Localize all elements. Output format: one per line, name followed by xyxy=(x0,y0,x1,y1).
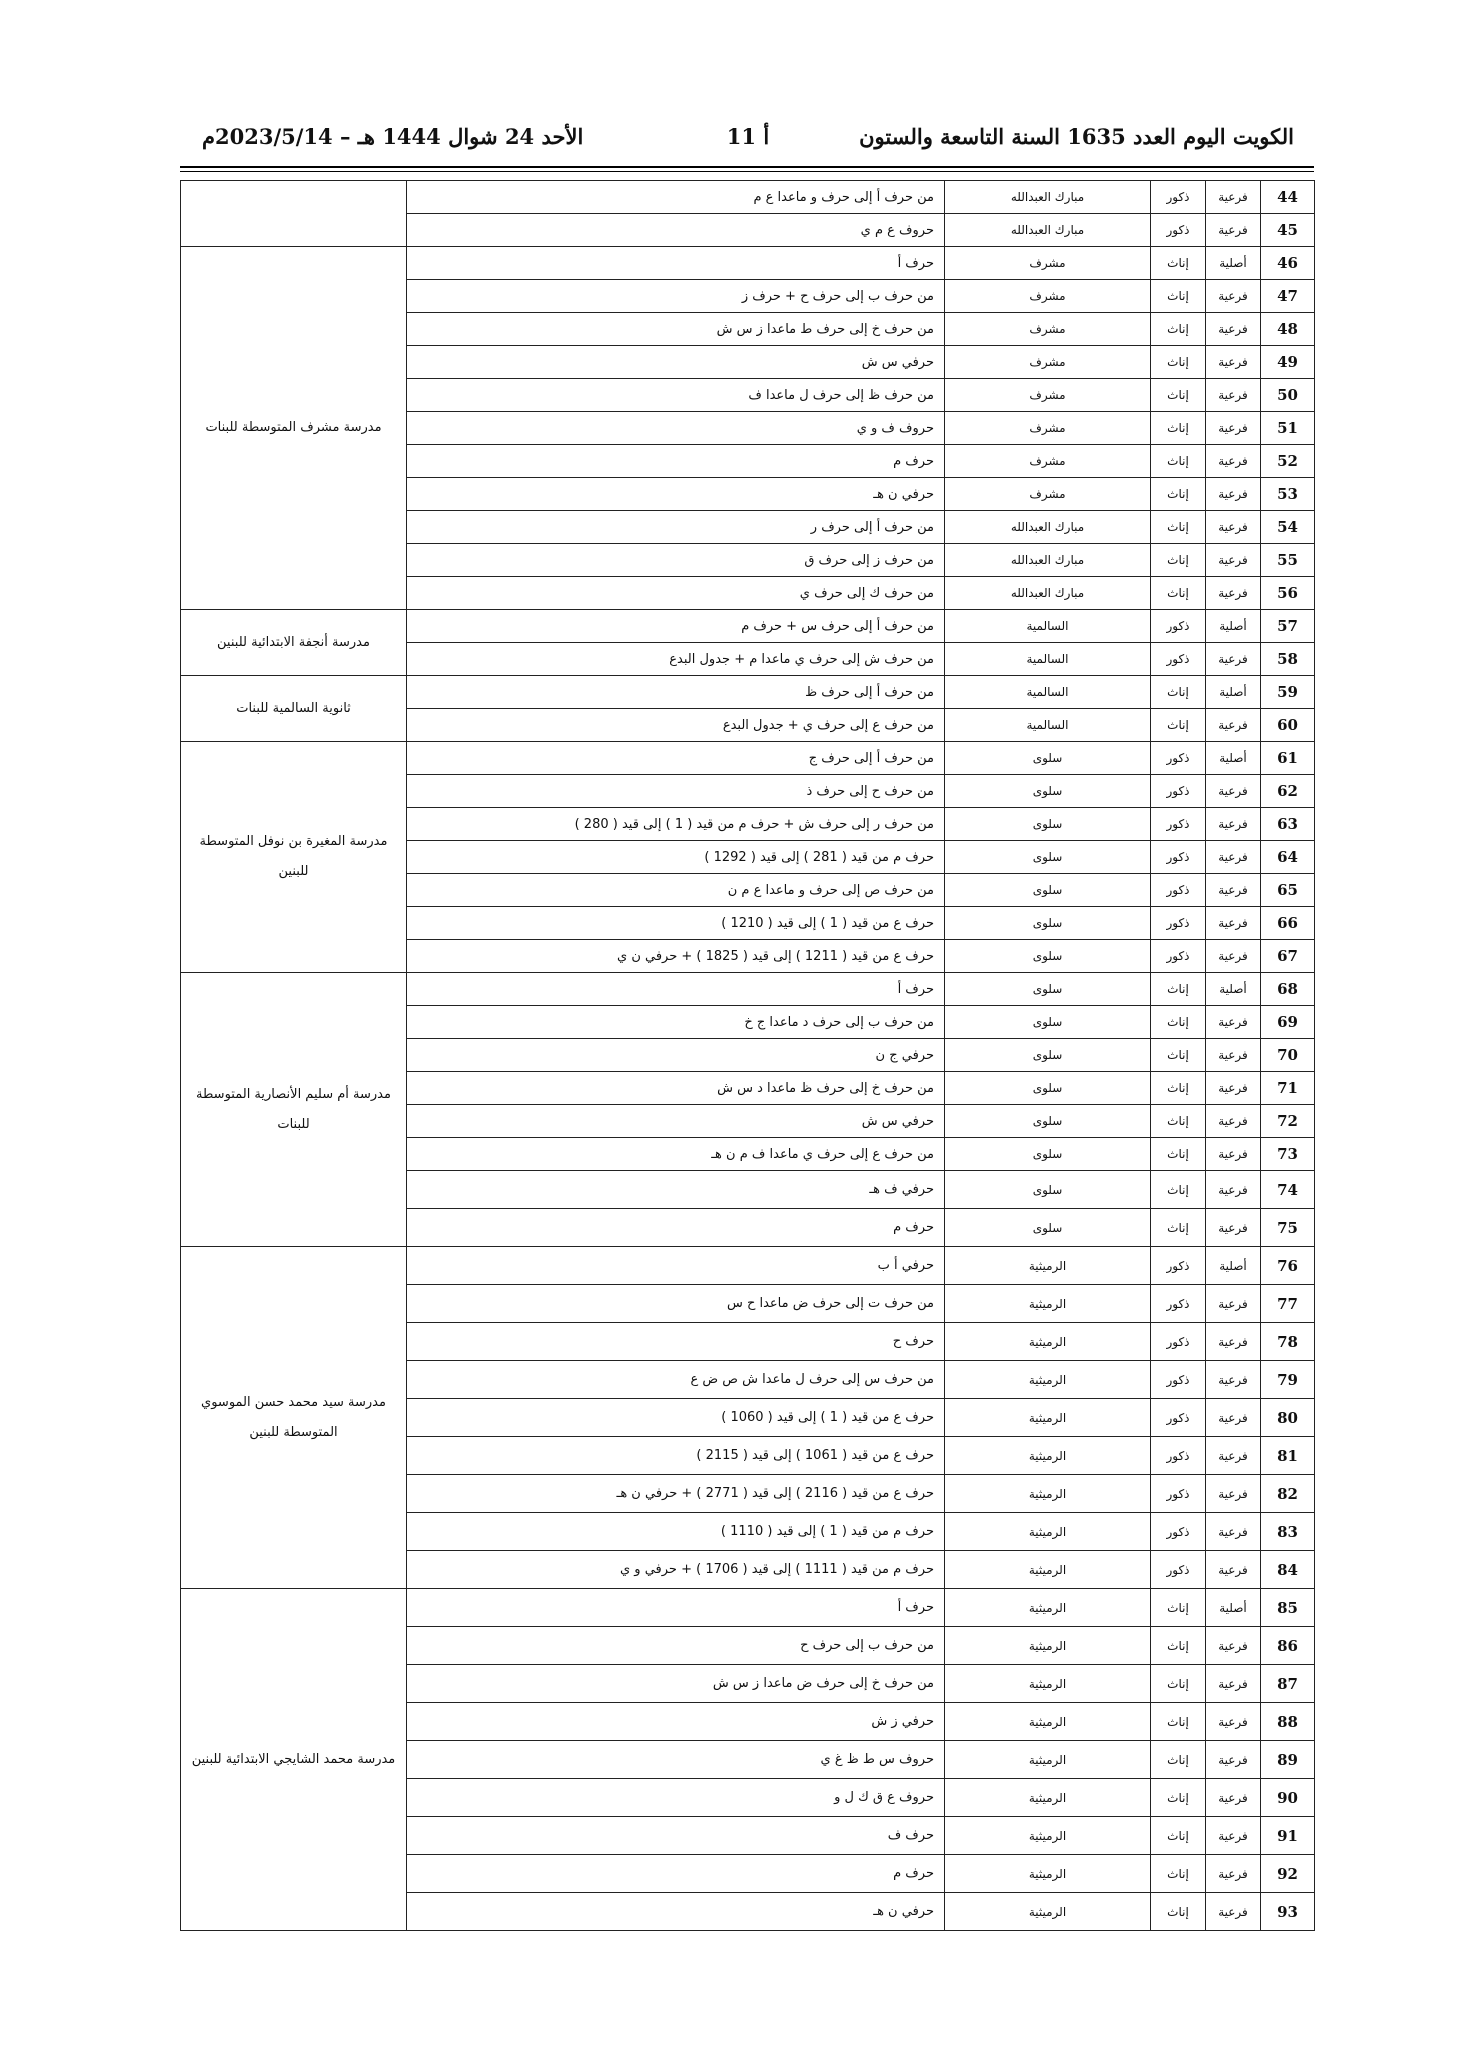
letters-range-cell: حرفي ج ن xyxy=(407,1039,945,1072)
gender-cell: إناث xyxy=(1151,379,1206,412)
letters-range-cell: من حرف ح إلى حرف ذ xyxy=(407,775,945,808)
gender-cell: إناث xyxy=(1151,1741,1206,1779)
gender-cell: ذكور xyxy=(1151,1399,1206,1437)
letters-range-cell: من حرف أ إلى حرف ر xyxy=(407,511,945,544)
school-name-cell: ثانوية السالمية للبنات xyxy=(181,676,407,742)
letters-range-cell: من حرف خ إلى حرف ط ماعدا ز س ش xyxy=(407,313,945,346)
gender-cell: إناث xyxy=(1151,676,1206,709)
letters-range-cell: من حرف ك إلى حرف ي xyxy=(407,577,945,610)
letters-range-cell: حروف ف و ي xyxy=(407,412,945,445)
letters-range-cell: من حرف أ إلى حرف ج xyxy=(407,742,945,775)
gender-cell: ذكور xyxy=(1151,841,1206,874)
gender-cell: إناث xyxy=(1151,1817,1206,1855)
area-cell: السالمية xyxy=(945,676,1151,709)
gender-cell: ذكور xyxy=(1151,1437,1206,1475)
area-cell: السالمية xyxy=(945,709,1151,742)
area-cell: الرميثية xyxy=(945,1779,1151,1817)
gender-cell: إناث xyxy=(1151,1703,1206,1741)
letters-range-cell: حرف ع من قيد ( 1211 ) إلى قيد ( 1825 ) + حرفي ن ي xyxy=(407,940,945,973)
table-row xyxy=(181,676,1315,709)
gender-cell: إناث xyxy=(1151,1171,1206,1209)
row-number: 76 xyxy=(1261,1247,1315,1285)
school-name-cell: مدرسة محمد الشايجي الابتدائية للبنين xyxy=(181,1589,407,1931)
committee-type: فرعية xyxy=(1206,643,1261,676)
letters-range-cell: حرف أ xyxy=(407,973,945,1006)
table-row xyxy=(181,247,1315,280)
area-cell: الرميثية xyxy=(945,1817,1151,1855)
row-number: 73 xyxy=(1261,1138,1315,1171)
letters-range-cell: حروف س ط ظ غ ي xyxy=(407,1741,945,1779)
gender-cell: إناث xyxy=(1151,577,1206,610)
header-date: الأحد 24 شوال 1444 هـ – 2023/5/14م xyxy=(202,124,584,149)
header-rule-thin xyxy=(180,171,1314,172)
gender-cell: إناث xyxy=(1151,247,1206,280)
row-number: 90 xyxy=(1261,1779,1315,1817)
row-number: 47 xyxy=(1261,280,1315,313)
gender-cell: إناث xyxy=(1151,1893,1206,1931)
row-number: 75 xyxy=(1261,1209,1315,1247)
row-number: 88 xyxy=(1261,1703,1315,1741)
table-row xyxy=(181,1247,1315,1285)
area-cell: الرميثية xyxy=(945,1361,1151,1399)
area-cell: مشرف xyxy=(945,412,1151,445)
letters-range-cell: حروف ع م ي xyxy=(407,214,945,247)
committee-type: فرعية xyxy=(1206,1779,1261,1817)
gender-cell: إناث xyxy=(1151,1589,1206,1627)
school-name-cell: مدرسة مشرف المتوسطة للبنات xyxy=(181,247,407,610)
row-number: 51 xyxy=(1261,412,1315,445)
letters-range-cell: من حرف ص إلى حرف و ماعدا ع م ن xyxy=(407,874,945,907)
header-rule-thick xyxy=(180,166,1314,168)
gender-cell: إناث xyxy=(1151,1779,1206,1817)
gender-cell: إناث xyxy=(1151,1138,1206,1171)
row-number: 48 xyxy=(1261,313,1315,346)
committee-type: فرعية xyxy=(1206,214,1261,247)
row-number: 70 xyxy=(1261,1039,1315,1072)
table-row xyxy=(181,1589,1315,1627)
committee-type: فرعية xyxy=(1206,1072,1261,1105)
committee-type: أصلية xyxy=(1206,742,1261,775)
area-cell: الرميثية xyxy=(945,1589,1151,1627)
committee-type: فرعية xyxy=(1206,907,1261,940)
letters-range-cell: حرفي س ش xyxy=(407,1105,945,1138)
gender-cell: ذكور xyxy=(1151,214,1206,247)
area-cell: الرميثية xyxy=(945,1893,1151,1931)
committee-type: فرعية xyxy=(1206,1551,1261,1589)
letters-range-cell: من حرف س إلى حرف ل ماعدا ش ص ض ع xyxy=(407,1361,945,1399)
committee-type: أصلية xyxy=(1206,610,1261,643)
gender-cell: ذكور xyxy=(1151,1247,1206,1285)
letters-range-cell: حرفي أ ب xyxy=(407,1247,945,1285)
committee-type: فرعية xyxy=(1206,808,1261,841)
area-cell: مشرف xyxy=(945,346,1151,379)
letters-range-cell: حرف ح xyxy=(407,1323,945,1361)
area-cell: مشرف xyxy=(945,445,1151,478)
row-number: 74 xyxy=(1261,1171,1315,1209)
gender-cell: إناث xyxy=(1151,1072,1206,1105)
committees-table-body xyxy=(181,181,1315,1931)
gender-cell: ذكور xyxy=(1151,1361,1206,1399)
table-row xyxy=(181,973,1315,1006)
page-header xyxy=(202,118,1294,154)
committee-type: فرعية xyxy=(1206,1209,1261,1247)
gender-cell: إناث xyxy=(1151,1039,1206,1072)
committee-type: أصلية xyxy=(1206,1247,1261,1285)
row-number: 80 xyxy=(1261,1399,1315,1437)
letters-range-cell: حرف أ xyxy=(407,247,945,280)
row-number: 72 xyxy=(1261,1105,1315,1138)
school-name-cell: مدرسة سيد محمد حسن الموسوي المتوسطة للبنين xyxy=(181,1247,407,1589)
letters-range-cell: حرف م xyxy=(407,1855,945,1893)
area-cell: مبارك العبدالله xyxy=(945,214,1151,247)
letters-range-cell: من حرف أ إلى حرف س + حرف م xyxy=(407,610,945,643)
committee-type: فرعية xyxy=(1206,1361,1261,1399)
table-row xyxy=(181,610,1315,643)
area-cell: مبارك العبدالله xyxy=(945,577,1151,610)
gender-cell: إناث xyxy=(1151,511,1206,544)
committee-type: فرعية xyxy=(1206,313,1261,346)
row-number: 87 xyxy=(1261,1665,1315,1703)
area-cell: الرميثية xyxy=(945,1703,1151,1741)
row-number: 69 xyxy=(1261,1006,1315,1039)
letters-range-cell: من حرف ع إلى حرف ي ماعدا ف م ن هـ xyxy=(407,1138,945,1171)
committee-type: فرعية xyxy=(1206,1039,1261,1072)
gender-cell: ذكور xyxy=(1151,1323,1206,1361)
school-name-cell: مدرسة المغيرة بن نوفل المتوسطة للبنين xyxy=(181,742,407,973)
gender-cell: ذكور xyxy=(1151,1513,1206,1551)
row-number: 92 xyxy=(1261,1855,1315,1893)
letters-range-cell: من حرف ز إلى حرف ق xyxy=(407,544,945,577)
gender-cell: ذكور xyxy=(1151,775,1206,808)
committee-type: فرعية xyxy=(1206,874,1261,907)
gender-cell: إناث xyxy=(1151,1855,1206,1893)
committee-type: فرعية xyxy=(1206,1323,1261,1361)
area-cell: سلوى xyxy=(945,1006,1151,1039)
gender-cell: إناث xyxy=(1151,1209,1206,1247)
gender-cell: إناث xyxy=(1151,445,1206,478)
letters-range-cell: حرف ع من قيد ( 1 ) إلى قيد ( 1210 ) xyxy=(407,907,945,940)
row-number: 45 xyxy=(1261,214,1315,247)
letters-range-cell: من حرف ظ إلى حرف ل ماعدا ف xyxy=(407,379,945,412)
committee-type: فرعية xyxy=(1206,412,1261,445)
letters-range-cell: حرف ع من قيد ( 2116 ) إلى قيد ( 2771 ) + حرفي ن هـ xyxy=(407,1475,945,1513)
gender-cell: ذكور xyxy=(1151,181,1206,214)
gender-cell: ذكور xyxy=(1151,907,1206,940)
row-number: 83 xyxy=(1261,1513,1315,1551)
committee-type: فرعية xyxy=(1206,1138,1261,1171)
area-cell: الرميثية xyxy=(945,1741,1151,1779)
area-cell: الرميثية xyxy=(945,1475,1151,1513)
committee-type: فرعية xyxy=(1206,940,1261,973)
gender-cell: ذكور xyxy=(1151,1475,1206,1513)
letters-range-cell: حرف أ xyxy=(407,1589,945,1627)
row-number: 54 xyxy=(1261,511,1315,544)
committee-type: فرعية xyxy=(1206,775,1261,808)
row-number: 56 xyxy=(1261,577,1315,610)
gender-cell: ذكور xyxy=(1151,643,1206,676)
letters-range-cell: من حرف ر إلى حرف ش + حرف م من قيد ( 1 ) إلى قيد ( 280 ) xyxy=(407,808,945,841)
letters-range-cell: حرف م xyxy=(407,1209,945,1247)
letters-range-cell: من حرف ب إلى حرف ح + حرف ز xyxy=(407,280,945,313)
area-cell: مبارك العبدالله xyxy=(945,181,1151,214)
letters-range-cell: من حرف ش إلى حرف ي ماعدا م + جدول البدع xyxy=(407,643,945,676)
committee-type: فرعية xyxy=(1206,1006,1261,1039)
area-cell: السالمية xyxy=(945,610,1151,643)
letters-range-cell: حرفي س ش xyxy=(407,346,945,379)
committee-type: فرعية xyxy=(1206,379,1261,412)
area-cell: مشرف xyxy=(945,478,1151,511)
committee-type: فرعية xyxy=(1206,181,1261,214)
committee-type: فرعية xyxy=(1206,1171,1261,1209)
committee-type: فرعية xyxy=(1206,445,1261,478)
area-cell: سلوى xyxy=(945,1039,1151,1072)
row-number: 49 xyxy=(1261,346,1315,379)
table-row xyxy=(181,742,1315,775)
gender-cell: ذكور xyxy=(1151,742,1206,775)
area-cell: سلوى xyxy=(945,1072,1151,1105)
gender-cell: إناث xyxy=(1151,1665,1206,1703)
area-cell: الرميثية xyxy=(945,1665,1151,1703)
letters-range-cell: حرف م من قيد ( 1 ) إلى قيد ( 1110 ) xyxy=(407,1513,945,1551)
area-cell: مبارك العبدالله xyxy=(945,544,1151,577)
committee-type: فرعية xyxy=(1206,1703,1261,1741)
area-cell: الرميثية xyxy=(945,1855,1151,1893)
row-number: 67 xyxy=(1261,940,1315,973)
committee-type: أصلية xyxy=(1206,247,1261,280)
committee-type: فرعية xyxy=(1206,544,1261,577)
area-cell: الرميثية xyxy=(945,1247,1151,1285)
gender-cell: ذكور xyxy=(1151,1551,1206,1589)
committee-type: فرعية xyxy=(1206,709,1261,742)
area-cell: سلوى xyxy=(945,973,1151,1006)
area-cell: سلوى xyxy=(945,808,1151,841)
row-number: 66 xyxy=(1261,907,1315,940)
area-cell: مشرف xyxy=(945,247,1151,280)
letters-range-cell: من حرف أ إلى حرف و ماعدا ع م xyxy=(407,181,945,214)
area-cell: مشرف xyxy=(945,313,1151,346)
committee-type: فرعية xyxy=(1206,1399,1261,1437)
gender-cell: ذكور xyxy=(1151,940,1206,973)
area-cell: الرميثية xyxy=(945,1323,1151,1361)
gender-cell: إناث xyxy=(1151,346,1206,379)
row-number: 79 xyxy=(1261,1361,1315,1399)
area-cell: مبارك العبدالله xyxy=(945,511,1151,544)
committee-type: فرعية xyxy=(1206,478,1261,511)
committee-type: أصلية xyxy=(1206,973,1261,1006)
row-number: 81 xyxy=(1261,1437,1315,1475)
row-number: 62 xyxy=(1261,775,1315,808)
committee-type: فرعية xyxy=(1206,346,1261,379)
school-name-cell: مدرسة أم سليم الأنصارية المتوسطة للبنات xyxy=(181,973,407,1247)
area-cell: سلوى xyxy=(945,907,1151,940)
committee-type: فرعية xyxy=(1206,1665,1261,1703)
gender-cell: إناث xyxy=(1151,412,1206,445)
letters-range-cell: حرف ع من قيد ( 1061 ) إلى قيد ( 2115 ) xyxy=(407,1437,945,1475)
committee-type: أصلية xyxy=(1206,676,1261,709)
letters-range-cell: من حرف أ إلى حرف ظ xyxy=(407,676,945,709)
row-number: 50 xyxy=(1261,379,1315,412)
committee-type: فرعية xyxy=(1206,511,1261,544)
gender-cell: إناث xyxy=(1151,478,1206,511)
school-name-cell xyxy=(181,181,407,247)
letters-range-cell: من حرف خ إلى حرف ظ ماعدا د س ش xyxy=(407,1072,945,1105)
school-name-cell: مدرسة أنجفة الابتدائية للبنين xyxy=(181,610,407,676)
row-number: 71 xyxy=(1261,1072,1315,1105)
area-cell: السالمية xyxy=(945,643,1151,676)
row-number: 58 xyxy=(1261,643,1315,676)
gender-cell: إناث xyxy=(1151,709,1206,742)
letters-range-cell: من حرف ب إلى حرف د ماعدا ج خ xyxy=(407,1006,945,1039)
letters-range-cell: حرف ع من قيد ( 1 ) إلى قيد ( 1060 ) xyxy=(407,1399,945,1437)
row-number: 59 xyxy=(1261,676,1315,709)
row-number: 46 xyxy=(1261,247,1315,280)
area-cell: سلوى xyxy=(945,1138,1151,1171)
committee-type: فرعية xyxy=(1206,1513,1261,1551)
gender-cell: إناث xyxy=(1151,1627,1206,1665)
table-row xyxy=(181,181,1315,214)
row-number: 64 xyxy=(1261,841,1315,874)
row-number: 86 xyxy=(1261,1627,1315,1665)
header-page-number: أ 11 xyxy=(726,124,770,149)
letters-range-cell: حرف م من قيد ( 281 ) إلى قيد ( 1292 ) xyxy=(407,841,945,874)
area-cell: سلوى xyxy=(945,940,1151,973)
row-number: 84 xyxy=(1261,1551,1315,1589)
committee-type: فرعية xyxy=(1206,577,1261,610)
letters-range-cell: حروف ع ق ك ل و xyxy=(407,1779,945,1817)
gender-cell: ذكور xyxy=(1151,874,1206,907)
letters-range-cell: حرفي ف هـ xyxy=(407,1171,945,1209)
area-cell: الرميثية xyxy=(945,1513,1151,1551)
letters-range-cell: من حرف ع إلى حرف ي + جدول البدع xyxy=(407,709,945,742)
row-number: 65 xyxy=(1261,874,1315,907)
letters-range-cell: حرفي ن هـ xyxy=(407,1893,945,1931)
row-number: 57 xyxy=(1261,610,1315,643)
gender-cell: إناث xyxy=(1151,313,1206,346)
row-number: 52 xyxy=(1261,445,1315,478)
row-number: 78 xyxy=(1261,1323,1315,1361)
area-cell: الرميثية xyxy=(945,1437,1151,1475)
committee-type: فرعية xyxy=(1206,1817,1261,1855)
committee-type: فرعية xyxy=(1206,280,1261,313)
letters-range-cell: حرف م من قيد ( 1111 ) إلى قيد ( 1706 ) + حرفي و ي xyxy=(407,1551,945,1589)
gender-cell: إناث xyxy=(1151,280,1206,313)
area-cell: الرميثية xyxy=(945,1399,1151,1437)
area-cell: الرميثية xyxy=(945,1285,1151,1323)
area-cell: الرميثية xyxy=(945,1551,1151,1589)
area-cell: مشرف xyxy=(945,280,1151,313)
gender-cell: إناث xyxy=(1151,1105,1206,1138)
row-number: 55 xyxy=(1261,544,1315,577)
row-number: 61 xyxy=(1261,742,1315,775)
committee-type: فرعية xyxy=(1206,1475,1261,1513)
row-number: 93 xyxy=(1261,1893,1315,1931)
committee-type: فرعية xyxy=(1206,1627,1261,1665)
committee-type: فرعية xyxy=(1206,1855,1261,1893)
area-cell: سلوى xyxy=(945,841,1151,874)
committee-type: فرعية xyxy=(1206,841,1261,874)
area-cell: سلوى xyxy=(945,1209,1151,1247)
letters-range-cell: من حرف ت إلى حرف ض ماعدا ح س xyxy=(407,1285,945,1323)
row-number: 53 xyxy=(1261,478,1315,511)
row-number: 44 xyxy=(1261,181,1315,214)
letters-range-cell: حرفي ن هـ xyxy=(407,478,945,511)
row-number: 89 xyxy=(1261,1741,1315,1779)
area-cell: الرميثية xyxy=(945,1627,1151,1665)
row-number: 77 xyxy=(1261,1285,1315,1323)
area-cell: سلوى xyxy=(945,874,1151,907)
committee-type: فرعية xyxy=(1206,1741,1261,1779)
letters-range-cell: حرف ف xyxy=(407,1817,945,1855)
gender-cell: ذكور xyxy=(1151,808,1206,841)
committee-type: فرعية xyxy=(1206,1105,1261,1138)
area-cell: سلوى xyxy=(945,1105,1151,1138)
gender-cell: إناث xyxy=(1151,544,1206,577)
letters-range-cell: حرف م xyxy=(407,445,945,478)
letters-range-cell: حرفي ز ش xyxy=(407,1703,945,1741)
gender-cell: ذكور xyxy=(1151,1285,1206,1323)
gender-cell: إناث xyxy=(1151,1006,1206,1039)
committee-type: فرعية xyxy=(1206,1893,1261,1931)
row-number: 91 xyxy=(1261,1817,1315,1855)
area-cell: سلوى xyxy=(945,742,1151,775)
letters-range-cell: من حرف خ إلى حرف ض ماعدا ز س ش xyxy=(407,1665,945,1703)
row-number: 82 xyxy=(1261,1475,1315,1513)
committee-type: فرعية xyxy=(1206,1437,1261,1475)
row-number: 68 xyxy=(1261,973,1315,1006)
area-cell: سلوى xyxy=(945,775,1151,808)
row-number: 85 xyxy=(1261,1589,1315,1627)
committee-type: فرعية xyxy=(1206,1285,1261,1323)
row-number: 60 xyxy=(1261,709,1315,742)
committee-type: أصلية xyxy=(1206,1589,1261,1627)
gender-cell: إناث xyxy=(1151,973,1206,1006)
committees-table xyxy=(180,180,1315,1931)
letters-range-cell: من حرف ب إلى حرف ح xyxy=(407,1627,945,1665)
header-publication: الكويت اليوم العدد 1635 السنة التاسعة والستون xyxy=(859,124,1294,149)
area-cell: مشرف xyxy=(945,379,1151,412)
row-number: 63 xyxy=(1261,808,1315,841)
area-cell: سلوى xyxy=(945,1171,1151,1209)
gender-cell: ذكور xyxy=(1151,610,1206,643)
